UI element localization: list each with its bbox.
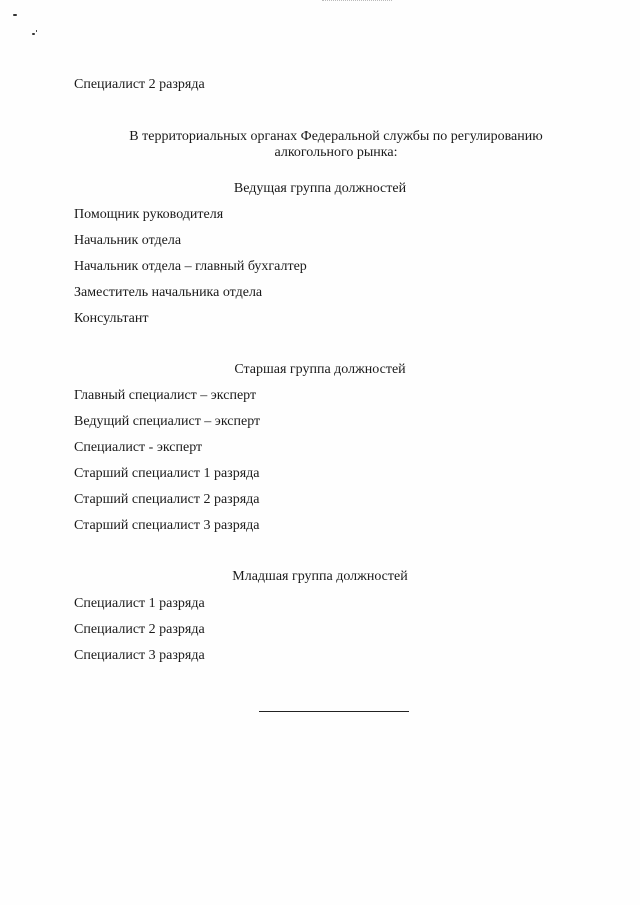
group-title-lead: Ведущая группа должностей [233,181,407,196]
section-heading: В территориальных органах Федеральной службы по регулированию алкогольного рынка: [129,129,543,160]
list-item: Старший специалист 3 разряда [74,518,260,533]
group-title-junior: Младшая группа должностей [232,569,408,584]
list-item: Старший специалист 1 разряда [74,466,260,481]
list-item: Консультант [74,311,149,326]
group-title-senior: Старшая группа должностей [234,362,406,377]
scan-speck [13,14,17,16]
list-item: Старший специалист 2 разряда [74,492,260,507]
list-item: Начальник отдела [74,233,182,248]
top-item: Специалист 2 разряда [74,77,205,92]
list-item: Специалист 1 разряда [74,596,205,611]
list-item: Начальник отдела – главный бухгалтер [74,259,307,274]
list-item: Заместитель начальника отдела [74,285,263,300]
list-item: Специалист 3 разряда [74,648,205,663]
scan-speck [36,30,37,32]
scan-speck [32,33,35,35]
list-item: Помощник руководителя [74,207,224,222]
list-item: Специалист 2 разряда [74,622,205,637]
list-item: Главный специалист – эксперт [74,388,257,403]
end-separator-line [259,711,409,712]
scan-edge-line [322,0,392,1]
list-item: Ведущий специалист – эксперт [74,414,261,429]
list-item: Специалист - эксперт [74,440,203,455]
